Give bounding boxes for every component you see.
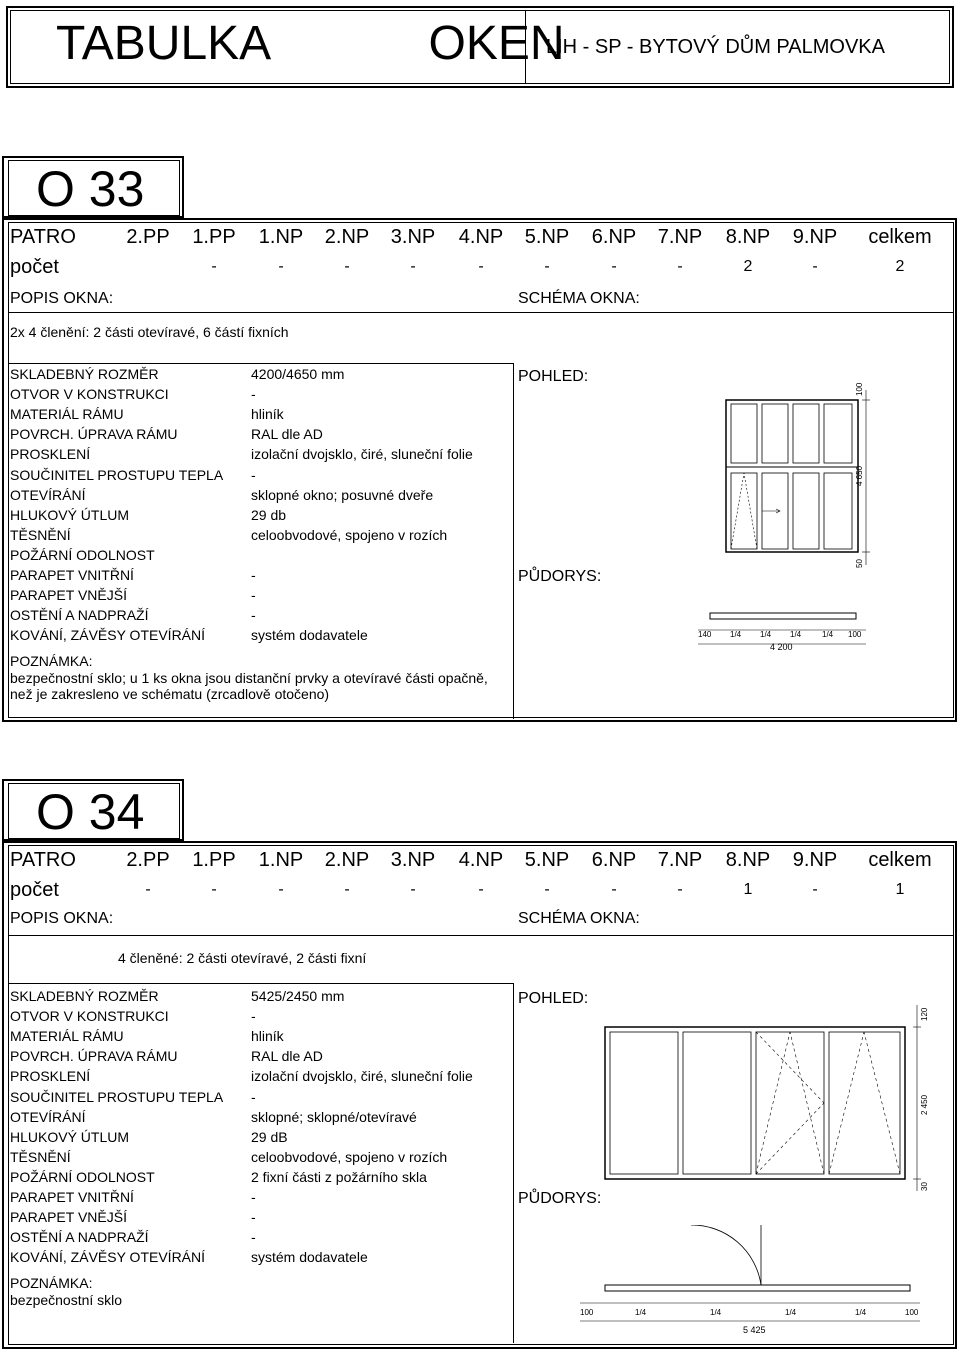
param-label: SKLADEBNÝ ROZMĚR bbox=[10, 366, 159, 382]
window-code: O 33 bbox=[36, 161, 145, 217]
schema-label: SCHÉMA OKNA: bbox=[518, 910, 640, 927]
param-label: OSTĚNÍ A NADPRAŽÍ bbox=[10, 607, 149, 624]
floor-label: 9.NP bbox=[792, 226, 838, 248]
dim-height: 4 650 bbox=[855, 465, 864, 486]
dim-bottom: 30 bbox=[920, 1182, 929, 1191]
param-label: PARAPET VNĚJŠÍ bbox=[10, 587, 127, 604]
param-label: PARAPET VNITŘNÍ bbox=[10, 567, 134, 583]
floor-count: - bbox=[544, 881, 550, 898]
floor-label: 3.NP bbox=[390, 226, 436, 248]
dim-bottom: 50 bbox=[855, 559, 864, 568]
plan-seg-1: 1/4 bbox=[730, 630, 742, 639]
param-label: KOVÁNÍ, ZÁVĚSY OTEVÍRÁNÍ bbox=[10, 1249, 206, 1266]
page-subtitle: LIH - SP - BYTOVÝ DŮM PALMOVKA bbox=[546, 36, 885, 58]
floor-count: - bbox=[344, 258, 350, 275]
param-label: POŽÁRNÍ ODOLNOST bbox=[10, 546, 155, 563]
floor-label: 3.NP bbox=[390, 849, 436, 871]
floor-count: - bbox=[611, 881, 617, 898]
param-label: POŽÁRNÍ ODOLNOST bbox=[10, 1168, 155, 1185]
floor-label: celkem bbox=[868, 226, 932, 248]
param-label: POVRCH. ÚPRAVA RÁMU bbox=[10, 1048, 178, 1065]
floor-count: - bbox=[410, 881, 416, 898]
floor-label: 4.NP bbox=[458, 226, 504, 248]
floor-count: - bbox=[611, 258, 617, 275]
param-label: SOUČINITEL PROSTUPU TEPLA bbox=[10, 466, 224, 483]
param-value: systém dodavatele bbox=[251, 627, 368, 644]
param-value: RAL dle AD bbox=[251, 426, 323, 443]
param-value: celoobvodové, spojeno v rozích bbox=[251, 526, 448, 543]
param-label: MATERIÁL RÁMU bbox=[10, 1028, 124, 1045]
page-title: TABULKA OKEN bbox=[56, 17, 565, 70]
param-value: RAL dle AD bbox=[251, 1048, 323, 1065]
floor-label: 1.NP bbox=[258, 226, 304, 248]
param-value: hliník bbox=[251, 1028, 284, 1045]
patro-label: PATRO bbox=[10, 849, 76, 871]
param-label: PROSKLENÍ bbox=[10, 1068, 91, 1085]
param-value: izolační dvojsklo, čiré, sluneční folie bbox=[251, 446, 473, 463]
param-value: - bbox=[251, 1189, 256, 1205]
floor-count: 1 bbox=[743, 881, 753, 898]
floor-label: 6.NP bbox=[591, 226, 637, 248]
param-label: OTEVÍRÁNÍ bbox=[10, 1108, 86, 1125]
floor-label: 2.NP bbox=[324, 849, 370, 871]
param-label: HLUKOVÝ ÚTLUM bbox=[10, 506, 130, 523]
floor-count: 2 bbox=[895, 258, 905, 275]
plan-seg-3: 1/4 bbox=[790, 630, 802, 639]
note-line-1: bezpečnostní sklo; u 1 ks okna jsou distanční prvky a otevíravé části opačně, bbox=[10, 670, 488, 686]
param-label: SOUČINITEL PROSTUPU TEPLA bbox=[10, 1088, 224, 1105]
pudorys-label: PŮDORYS: bbox=[518, 1190, 602, 1207]
pudorys-label: PŮDORYS: bbox=[518, 568, 602, 585]
param-value: - bbox=[251, 607, 256, 624]
floor-count: - bbox=[344, 881, 350, 898]
floor-label: 7.NP bbox=[657, 849, 703, 871]
window-code: O 34 bbox=[36, 784, 145, 840]
plan-seg-4: 1/4 bbox=[855, 1308, 867, 1317]
param-label: POVRCH. ÚPRAVA RÁMU bbox=[10, 426, 178, 443]
pocet-label: počet bbox=[10, 879, 59, 901]
floor-label: 2.NP bbox=[324, 226, 370, 248]
floor-label: 4.NP bbox=[458, 849, 504, 871]
pohled-label: POHLED: bbox=[518, 368, 589, 385]
param-label: MATERIÁL RÁMU bbox=[10, 406, 124, 423]
floor-count: 2 bbox=[743, 258, 753, 275]
note-line-1: bezpečnostní sklo bbox=[10, 1292, 123, 1308]
popis-label: POPIS OKNA: bbox=[10, 290, 114, 307]
floor-count: - bbox=[145, 881, 151, 898]
floor-count: - bbox=[478, 881, 484, 898]
floor-label: 2.PP bbox=[126, 226, 170, 248]
param-value: - bbox=[251, 1008, 256, 1025]
floor-count: 1 bbox=[895, 881, 905, 898]
floor-label: 8.NP bbox=[725, 849, 771, 871]
floor-label: 1.NP bbox=[258, 849, 304, 871]
param-value: celoobvodové, spojeno v rozích bbox=[251, 1148, 448, 1165]
param-value: systém dodavatele bbox=[251, 1249, 368, 1266]
param-value: - bbox=[251, 567, 256, 583]
pocet-label: počet bbox=[10, 256, 59, 278]
param-label: OTEVÍRÁNÍ bbox=[10, 486, 86, 503]
floor-label: 9.NP bbox=[792, 849, 838, 871]
dim-top: 120 bbox=[920, 1007, 929, 1021]
plan-seg-0: 140 bbox=[698, 630, 712, 639]
param-value: sklopné; sklopné/otevíravé bbox=[251, 1108, 417, 1125]
window-description: 2x 4 členění: 2 části otevíravé, 6 částí fixních bbox=[10, 324, 289, 340]
param-label: PROSKLENÍ bbox=[10, 446, 91, 463]
floor-label: 2.PP bbox=[126, 849, 170, 871]
window-description: 4 členěné: 2 části otevíravé, 2 části fixní bbox=[118, 950, 367, 966]
param-label: TĚSNĚNÍ bbox=[10, 526, 71, 543]
plan-seg-2: 1/4 bbox=[760, 630, 772, 639]
floor-label: 6.NP bbox=[591, 849, 637, 871]
param-value: - bbox=[251, 587, 256, 604]
floor-count: - bbox=[478, 258, 484, 275]
floor-count: - bbox=[410, 258, 416, 275]
floor-label: 8.NP bbox=[725, 226, 771, 248]
param-value: 4200/4650 mm bbox=[251, 366, 345, 382]
dim-top: 100 bbox=[855, 382, 864, 396]
plan-seg-3: 1/4 bbox=[785, 1308, 797, 1317]
pohled-label: POHLED: bbox=[518, 990, 589, 1007]
param-label: KOVÁNÍ, ZÁVĚSY OTEVÍRÁNÍ bbox=[10, 627, 206, 644]
plan-seg-1: 1/4 bbox=[635, 1308, 647, 1317]
param-value: 5425/2450 mm bbox=[251, 988, 345, 1004]
plan-total: 4 200 bbox=[770, 642, 793, 652]
floor-count: - bbox=[812, 881, 818, 898]
param-label: PARAPET VNITŘNÍ bbox=[10, 1189, 134, 1205]
param-label: HLUKOVÝ ÚTLUM bbox=[10, 1128, 130, 1145]
floor-count: - bbox=[278, 258, 284, 275]
param-value: sklopné okno; posuvné dveře bbox=[251, 486, 434, 503]
floor-label: 5.NP bbox=[524, 849, 570, 871]
schema-label: SCHÉMA OKNA: bbox=[518, 290, 640, 307]
param-value: izolační dvojsklo, čiré, sluneční folie bbox=[251, 1068, 473, 1085]
floor-label: 1.PP bbox=[192, 849, 236, 871]
param-value: - bbox=[251, 1088, 256, 1105]
poznamka-label: POZNÁMKA: bbox=[10, 653, 93, 669]
plan-seg-5: 100 bbox=[905, 1308, 919, 1317]
floor-label: 1.PP bbox=[192, 226, 236, 248]
param-value: - bbox=[251, 386, 256, 403]
dim-height: 2 450 bbox=[920, 1094, 929, 1115]
poznamka-label: POZNÁMKA: bbox=[10, 1275, 93, 1291]
param-label: OSTĚNÍ A NADPRAŽÍ bbox=[10, 1229, 149, 1246]
param-value: hliník bbox=[251, 406, 284, 423]
floor-count: - bbox=[812, 258, 818, 275]
param-value: 2 fixní části z požárního skla bbox=[251, 1168, 427, 1185]
param-label: SKLADEBNÝ ROZMĚR bbox=[10, 988, 159, 1004]
param-label: TĚSNĚNÍ bbox=[10, 1148, 71, 1165]
floor-count: - bbox=[278, 881, 284, 898]
param-value: - bbox=[251, 1229, 256, 1246]
elevation-drawing bbox=[595, 1005, 935, 1195]
plan-total: 5 425 bbox=[743, 1325, 766, 1335]
note-line-2: než je zakresleno ve schématu (zrcadlově otočeno) bbox=[10, 686, 330, 702]
param-value: - bbox=[251, 466, 256, 483]
plan-seg-0: 100 bbox=[580, 1308, 594, 1317]
floor-count: - bbox=[211, 258, 217, 275]
floor-count: - bbox=[677, 881, 683, 898]
param-value: - bbox=[251, 1209, 256, 1226]
floor-count: - bbox=[677, 258, 683, 275]
plan-seg-4: 1/4 bbox=[822, 630, 834, 639]
patro-label: PATRO bbox=[10, 226, 76, 248]
plan-seg-2: 1/4 bbox=[710, 1308, 722, 1317]
plan-drawing bbox=[575, 1225, 935, 1340]
param-value: 29 db bbox=[251, 506, 287, 523]
floor-count: - bbox=[544, 258, 550, 275]
plan-seg-5: 100 bbox=[848, 630, 862, 639]
floor-label: 7.NP bbox=[657, 226, 703, 248]
floor-label: celkem bbox=[868, 849, 932, 871]
param-label: OTVOR V KONSTRUKCI bbox=[10, 1008, 169, 1025]
param-value: 29 dB bbox=[251, 1128, 288, 1145]
floor-count: - bbox=[211, 881, 217, 898]
popis-label: POPIS OKNA: bbox=[10, 910, 114, 927]
param-label: OTVOR V KONSTRUKCI bbox=[10, 386, 169, 403]
floor-label: 5.NP bbox=[524, 226, 570, 248]
param-label: PARAPET VNĚJŠÍ bbox=[10, 1209, 127, 1226]
